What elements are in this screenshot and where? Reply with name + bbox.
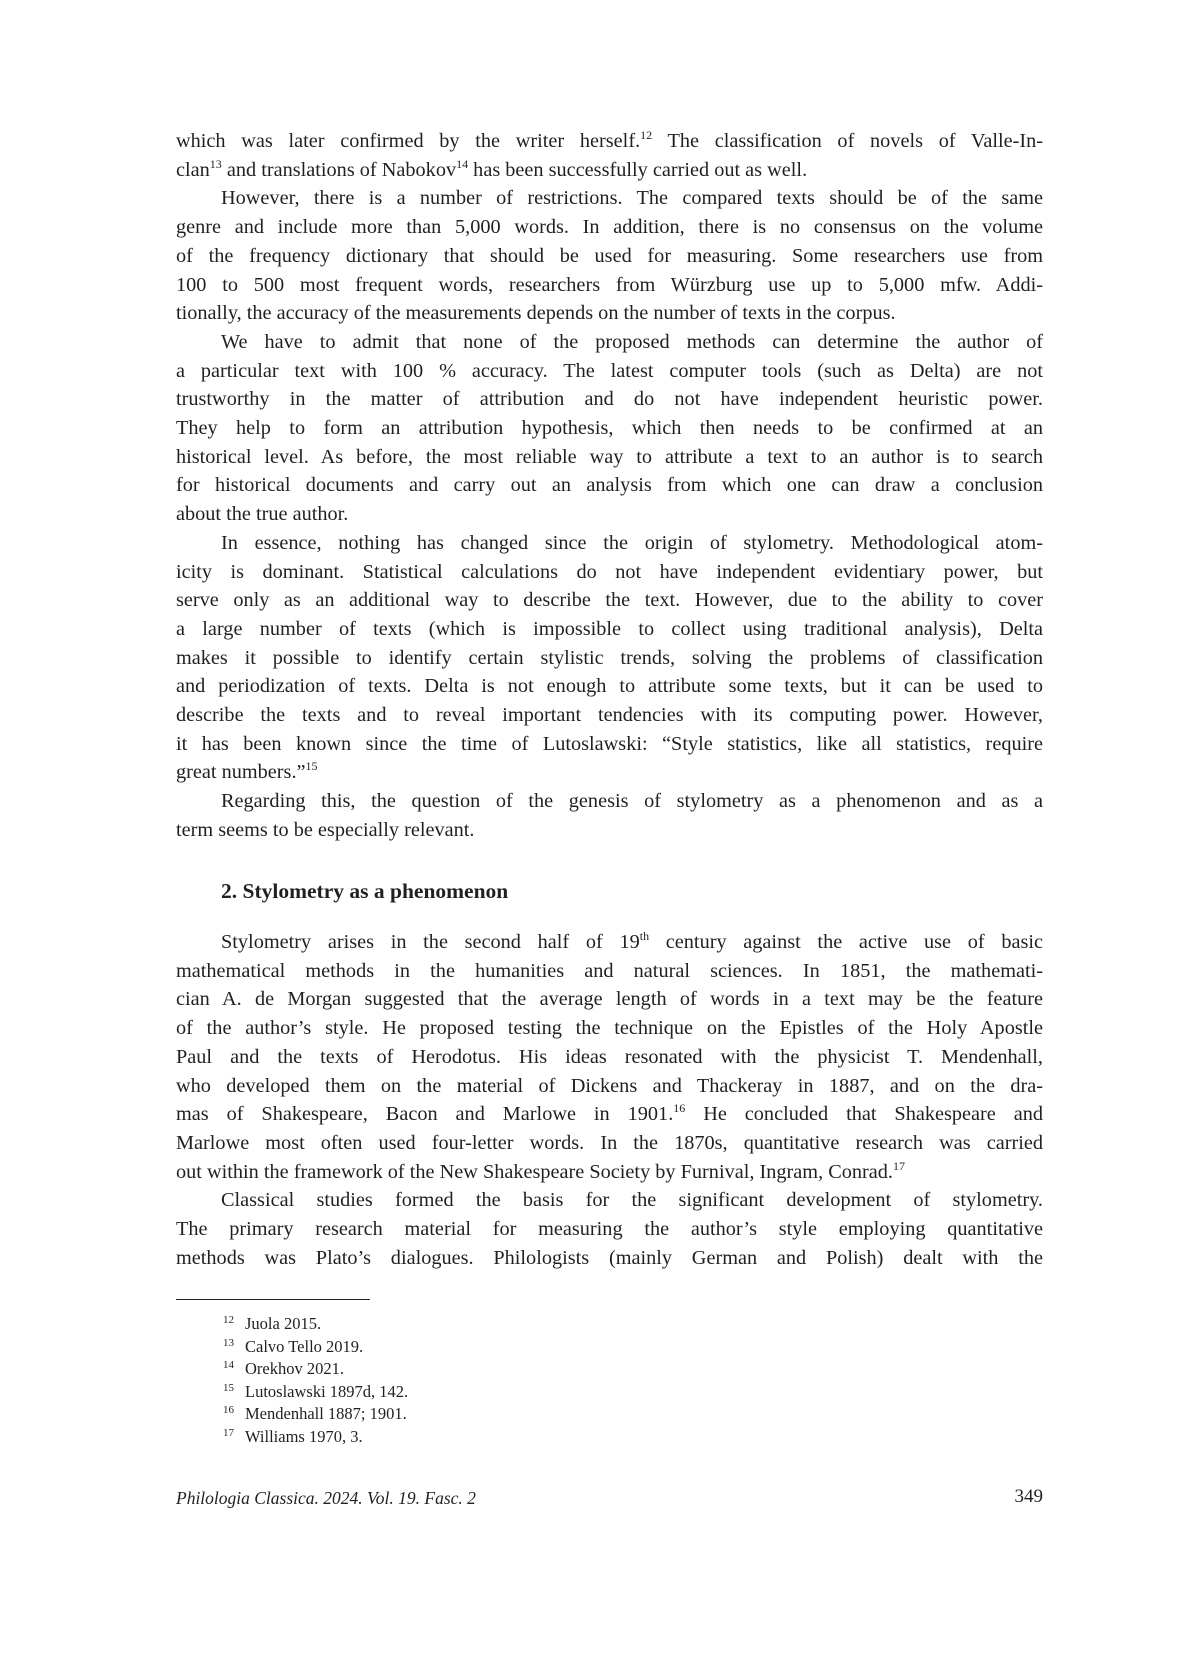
- footnote-text: Williams 1970, 3.: [245, 1427, 363, 1446]
- footnote-ref: th: [639, 929, 650, 943]
- footnote-text: Orekhov 2021.: [245, 1359, 344, 1379]
- footnote-ref: 17: [892, 1158, 905, 1173]
- text-run: out within the framework of the New Shakespeare Society by Furnival, Ingram, Conrad.: [176, 1160, 893, 1183]
- footnote-ref: 15: [305, 759, 318, 774]
- text-line: [221, 928, 1043, 956]
- text-run: 100 to 500 most frequent words, researchers from Würzburg use up to 5,000 mfw. Addi-: [176, 273, 1043, 296]
- footnote-number: 16: [223, 1404, 234, 1417]
- text-line: [221, 184, 1043, 212]
- text-run: describe the texts and to reveal important tendencies with its computing power. However,: [176, 704, 1043, 726]
- text-line: [176, 271, 1043, 299]
- text-line: [176, 1100, 1043, 1128]
- text-line: [176, 156, 1043, 184]
- text-line: [176, 1244, 1043, 1272]
- footnote-ref: 13: [209, 156, 222, 171]
- text-run: for historical documents and carry out an analysis from which one can draw a conclusion: [176, 474, 1043, 497]
- text-run: a particular text with 100 % accuracy. The latest computer tools (such as Delta) are not: [176, 359, 1043, 382]
- text-line: [176, 213, 1043, 241]
- text-run: The primary research material for measuring the author’s style employing quantitative: [176, 1218, 1043, 1240]
- text-line: [176, 414, 1043, 442]
- text-run: Marlowe most often used four-letter words. In the 1870s, quantitative research was carried: [176, 1131, 1043, 1154]
- text-line: [176, 299, 1043, 327]
- footnote-number: 15: [223, 1381, 234, 1394]
- text-line: [221, 787, 1043, 815]
- text-line: [176, 644, 1043, 672]
- footnote: [223, 1381, 408, 1405]
- text-line: [176, 500, 1043, 528]
- text-run: tionally, the accuracy of the measurements depends on the number of texts in the corpus.: [176, 302, 896, 325]
- text-line: [176, 127, 1043, 155]
- footnote-number: 17: [223, 1427, 234, 1439]
- text-run: makes it possible to identify certain stylistic trends, solving the problems of classification: [176, 646, 1043, 669]
- text-run: serve only as an additional way to describe the text. However, due to the ability to cover: [176, 589, 1043, 612]
- text-run: icity is dominant. Statistical calculations do not have independent evidentiary power, but: [176, 560, 1043, 583]
- footnote-number: 14: [223, 1359, 234, 1372]
- text-run: of the frequency dictionary that should be used for measuring. Some researchers use from: [176, 244, 1043, 267]
- text-line: [176, 242, 1043, 270]
- footnote-text: Calvo Tello 2019.: [245, 1336, 364, 1356]
- footnote: [223, 1426, 363, 1450]
- text-run: Stylometry arises in the second half of 19: [221, 931, 640, 953]
- text-run: mas of Shakespeare, Bacon and Marlowe in 1901.: [176, 1103, 674, 1126]
- text-line: [176, 1158, 1043, 1186]
- text-run: and periodization of texts. Delta is not enough to attribute some texts, but it can be used to: [176, 675, 1043, 698]
- text-line: [176, 730, 1043, 758]
- text-run: a large number of texts (which is impossible to collect using traditional analysis), Delta: [176, 617, 1043, 640]
- text-line: [176, 1043, 1043, 1071]
- text-run: genre and include more than 5,000 words. In addition, there is no consensus on the volume: [176, 216, 1043, 239]
- text-line: [176, 471, 1043, 499]
- text-line: [176, 385, 1043, 413]
- text-run: great numbers.”: [176, 761, 306, 784]
- text-run: which was later confirmed by the writer herself.: [176, 130, 641, 152]
- text-run: Classical studies formed the basis for the significant development of stylometry.: [221, 1189, 1043, 1212]
- footnote-ref: 12: [640, 128, 653, 142]
- text-line: [221, 328, 1043, 356]
- text-run: cian A. de Morgan suggested that the average length of words in a text may be the feature: [176, 988, 1043, 1011]
- page-number: 349: [1014, 1486, 1043, 1507]
- text-run: historical level. As before, the most reliable way to attribute a text to an author is to search: [176, 445, 1043, 468]
- text-run: has been successfully carried out as well.: [468, 158, 808, 181]
- journal-citation: Philologia Classica. 2024. Vol. 19. Fasc. 2: [176, 1488, 476, 1508]
- text-line: [221, 529, 1043, 557]
- text-run: mathematical methods in the humanities and natural sciences. In 1851, the mathemati-: [176, 959, 1043, 982]
- text-line: [176, 816, 1043, 844]
- text-line: [176, 586, 1043, 614]
- text-run: trustworthy in the matter of attribution and do not have independent heuristic power.: [176, 388, 1043, 411]
- text-line: [176, 957, 1043, 985]
- text-line: [176, 1215, 1043, 1243]
- text-line: [176, 1014, 1043, 1042]
- text-line: [176, 1072, 1043, 1100]
- footnote-text: Mendenhall 1887; 1901.: [245, 1404, 407, 1424]
- text-run: about the true author.: [176, 503, 349, 526]
- text-run: They help to form an attribution hypothesis, which then needs to be confirmed at an: [176, 417, 1043, 439]
- text-run: century against the active use of basic: [649, 931, 1043, 953]
- text-line: [221, 1186, 1043, 1214]
- footnote-number: 13: [223, 1336, 234, 1349]
- text-line: [176, 443, 1043, 471]
- text-run: of the author’s style. He proposed testing the technique on the Epistles of the Holy Apostle: [176, 1017, 1043, 1040]
- text-run: who developed them on the material of Dickens and Thackeray in 1887, and on the dra-: [176, 1074, 1043, 1097]
- text-line: [176, 985, 1043, 1013]
- text-run: The classification of novels of Valle-In-: [652, 130, 1043, 152]
- text-line: [176, 701, 1043, 729]
- text-run: term seems to be especially relevant.: [176, 818, 475, 841]
- text-run: He concluded that Shakespeare and: [685, 1103, 1043, 1126]
- text-run: and translations of Nabokov: [221, 158, 457, 181]
- footnote-ref: 16: [673, 1101, 686, 1116]
- text-run: In essence, nothing has changed since the origin of stylometry. Methodological atom-: [221, 531, 1043, 554]
- text-line: [176, 558, 1043, 586]
- text-line: [176, 615, 1043, 643]
- section-heading: 2. Stylometry as a phenomenon: [221, 879, 509, 903]
- text-run: clan: [176, 158, 210, 181]
- text-run: Paul and the texts of Herodotus. His ideas resonated with the physicist T. Mendenhall,: [176, 1045, 1043, 1068]
- text-line: [176, 357, 1043, 385]
- text-run: However, there is a number of restrictions. The compared texts should be of the same: [221, 187, 1043, 210]
- footnote-divider: [176, 1299, 370, 1300]
- text-run: methods was Plato’s dialogues. Philologists (mainly German and Polish) dealt with the: [176, 1246, 1043, 1269]
- footnote-number: 12: [223, 1314, 234, 1326]
- text-run: We have to admit that none of the proposed methods can determine the author of: [221, 330, 1043, 353]
- text-run: it has been known since the time of Lutoslawski: “Style statistics, like all statistics, require: [176, 732, 1043, 755]
- text-line: [176, 758, 1043, 786]
- footnote-text: Juola 2015.: [245, 1314, 322, 1333]
- footnote-text: Lutoslawski 1897d, 142.: [245, 1381, 409, 1401]
- text-run: Regarding this, the question of the genesis of stylometry as a phenomenon and as a: [221, 790, 1043, 813]
- footnote-ref: 14: [456, 156, 469, 171]
- footnote: [223, 1403, 407, 1427]
- text-line: [176, 1129, 1043, 1157]
- text-line: [176, 672, 1043, 700]
